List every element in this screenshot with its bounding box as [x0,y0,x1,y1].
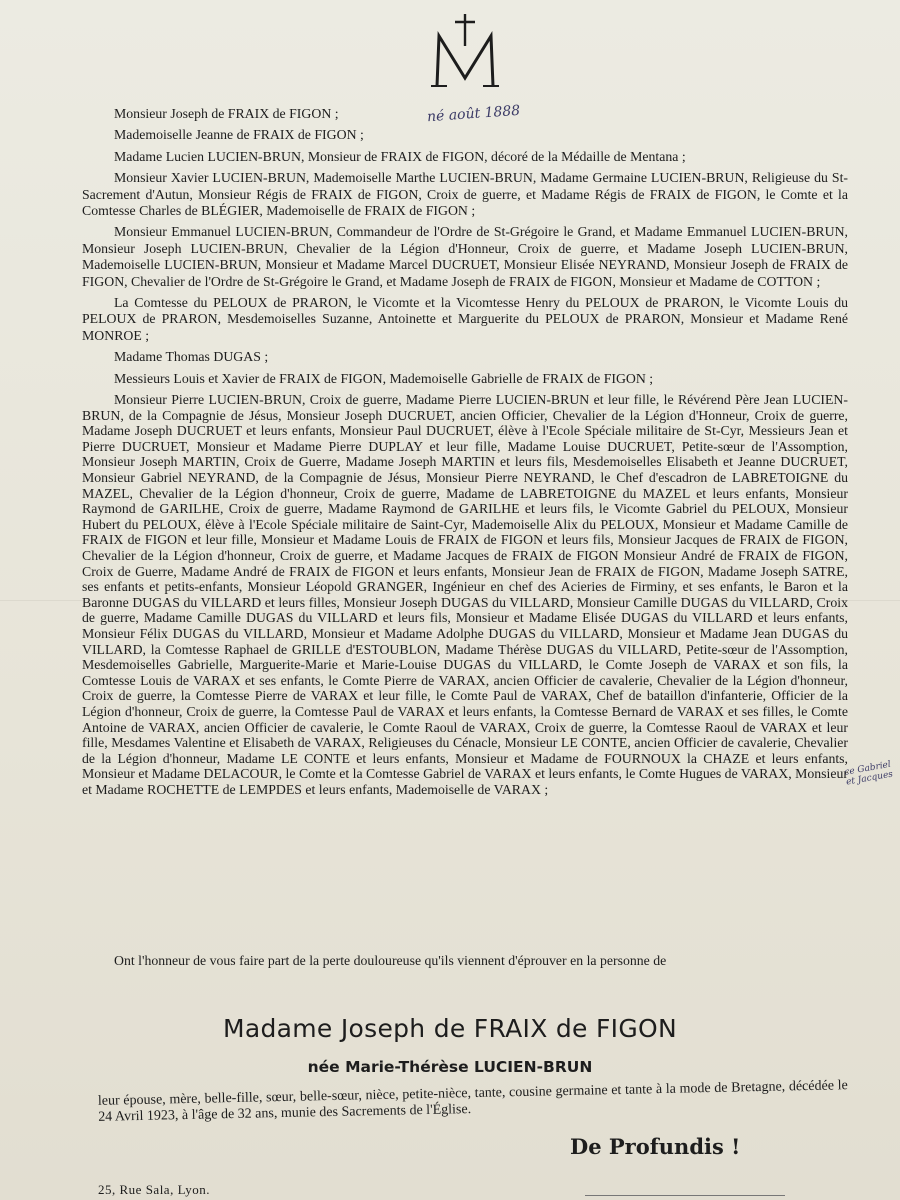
maiden-name: née Marie-Thérèse LUCIEN-BRUN [307,1058,593,1076]
family-paragraph: Madame Lucien LUCIEN-BRUN, Monsieur de FRAIX de FIGON, décoré de la Médaille de Mentana ; [114,148,686,164]
relations-text: leur épouse, mère, belle-fille, sœur, belle-sœur, nièce, petite-nièce, tante, cousine germaine et tante à la mode de Bretagne, décédée le 24 Avril 1923, à l'âge de 32 ans, munie des Sacrements de l'Église. [97,1078,848,1125]
deceased-name: Madame Joseph de FRAIX de FIGON [223,1014,677,1043]
family-paragraph: Messieurs Louis et Xavier de FRAIX de FIGON, Mademoiselle Gabrielle de FRAIX de FIGON ; [114,370,654,386]
address: 25, Rue Sala, Lyon. [98,1182,211,1197]
announcement-text: Ont l'honneur de vous faire part de la perte douloureuse qu'ils viennent d'éprouver en la personne de [114,953,667,968]
family-list [82,106,848,803]
family-paragraph: La Comtesse du PELOUX de PRARON, le Vicomte et la Vicomtesse Henry du PELOUX de PRARON, le Vicomte Louis du PELOUX de PRARON, Mesdemoiselles Suzanne, Antoinette et Marguerite du PELOUX de PRARON, Monsieur et Madame René MONROE ; [82,295,848,343]
family-paragraph: Monsieur Emmanuel LUCIEN-BRUN, Commandeur de l'Ordre de St-Grégoire le Grand, et Madame Emmanuel LUCIEN-BRUN, Monsieur Joseph LUCIEN-BRUN, Chevalier de la Légion d'Honneur, Croix de guerre, et Madame Joseph LUCIEN-BRUN, Mademoiselle LUCIEN-BRUN, Monsieur et Madame Marcel DUCRUET, Monsieur Elisée NEYRAND, Monsieur Joseph de FRAIX de FIGON, Chevalier de l'Ordre de St-Grégoire le Grand, et Madame Joseph de FRAIX de FIGON, Monsieur et Madame de COTTON ; [82,224,848,289]
signature-line [585,1195,785,1196]
family-paragraph: Mademoiselle Jeanne de FRAIX de FIGON ; [114,127,364,143]
family-paragraph: Monsieur Pierre LUCIEN-BRUN, Croix de guerre, Madame Pierre LUCIEN-BRUN et leur fille, le Révérend Père Jean LUCIEN-BRUN, de la Compagnie de Jésus, Monsieur Joseph DUCRUET, ancien Officier, Chevalier de la Légion d'Honneur, Croix de guerre, Madame Joseph DUCRUET et leurs enfants, Monsieur Paul DUCRUET, élève à l'Ecole Spéciale militaire de St-Cyr, Messieurs Jean et Pierre DUCRUET, Monsieur et Madame Pierre DUPLAY et leur fille, Madame Louise DUCRUET, Petite-sœur de l'Assomption, Monsieur Joseph MARTIN, Croix de Guerre, Madame Joseph MARTIN et leurs fils, Mesdemoiselles Elisabeth et Jeanne DUCRUET, Monsieur Gabriel NEYRAND, de la Compagnie de Jésus, Monsieur Pierre NEYRAND, le Chef d'escadron de LABRETOIGNE du MAZEL, Chevalier de la Légion d'honneur, Croix de guerre, Madame de LABRETOIGNE du MAZEL et leurs enfants, Monsieur Raymond de GARILHE, Croix de guerre, Madame Raymond de GARILHE et leurs fils, le Vicomte Gabriel du PELOUX, Monsieur Hubert du PELOUX, élève à l'Ecole Spéciale militaire de Saint-Cyr, Mademoiselle Alix du PELOUX, Monsieur et Madame Camille de FRAIX de FIGON et leur fille, Monsieur et Madame Louis de FRAIX de FIGON et leurs fils, Monsieur Jacques de FRAIX de FIGON, Chevalier de la Légion d'honneur, Croix de guerre, et Madame Jacques de FRAIX de FIGON Monsieur André de FRAIX de FIGON, Croix de Guerre, Madame André de FRAIX de FIGON et leurs enfants, Monsieur Jean de FRAIX de FIGON, Madame Joseph SATRE, ses enfants et petits-enfants, Monsieur Léopold GRANGER, Ingénieur en chef des Acieries de Firminy, et ses enfants, le Baron et la Baronne DUGAS du VILLARD et leurs filles, Monsieur Joseph DUGAS du VILLARD, Monsieur Camille DUGAS du VILLARD, Croix de guerre, Madame Camille DUGAS du VILLARD et leurs fils, Monsieur et Madame Elisée DUGAS du VILLARD et leurs enfants, Monsieur Félix DUGAS du VILLARD, Monsieur et Madame Adolphe DUGAS du VILLARD, Monsieur et Madame Jean DUGAS du VILLARD, la Comtesse Raphael de GRILLE d'ESTOUBLON, Madame Thérèse DUGAS du VILLARD, Petite-sœur de l'Assomption, Mesdemoiselles Gabrielle, Marguerite-Marie et Marie-Louise DUGAS du VILLARD, le Comte Joseph de VARAX et son fils, la Comtesse Louis de VARAX et ses enfants, le Comte Pierre de VARAX, ancien Officier de cavalerie, Chevalier de la Légion d'honneur, Croix de guerre, la Comtesse Pierre de VARAX et leur fille, le Comte Paul de VARAX, Chef de bataillon d'infanterie, Officier de la Légion d'honneur, Croix de guerre, la Comtesse Paul de VARAX et leurs enfants, la Comtesse Bernard de VARAX et ses filles, le Comte Antoine de VARAX, ancien Officier de cavalerie, le Comte Raoul de VARAX, Croix de guerre, la Comtesse Raoul de VARAX et leur fille, Mesdames Valentine et Elisabeth de VARAX, Religieuses du Cénacle, Monsieur LE CONTE, ancien Officier de cavalerie, Chevalier de la Légion d'honneur, Madame LE CONTE et leurs enfants, Monsieur et Madame de FOURNOUX la CHAZE et leurs enfants, Monsieur et Madame DELACOUR, le Comte et la Comtesse Gabriel de VARAX et leurs enfants, le Comte Hugues de VARAX, Monsieur et Madame ROCHETTE de LEMPDES et leurs enfants, Mademoiselle de VARAX ; [82,392,848,797]
family-paragraph: Monsieur Xavier LUCIEN-BRUN, Mademoiselle Marthe LUCIEN-BRUN, Madame Germaine LUCIEN-BRUN, Religieuse du St-Sacrement d'Autun, Monsieur Régis de FRAIX de FIGON, Croix de guerre, et Madame Régis de FRAIX de FIGON, le Comte et la Comtesse Charles de BLÉGIER, Mademoiselle de FRAIX de FIGON ; [82,170,848,219]
announcement [82,952,848,970]
family-paragraph: Madame Thomas DUGAS ; [114,349,269,365]
handwritten-birthdate-note: né août 1888 [426,102,521,126]
family-paragraph: Monsieur Joseph de FRAIX de FIGON ; [114,106,339,121]
handwritten-margin-note: ce Gabriel et Jacques [843,759,894,788]
cross-monogram-icon [425,12,505,92]
de-profundis: De Profundis ! [570,1134,741,1159]
